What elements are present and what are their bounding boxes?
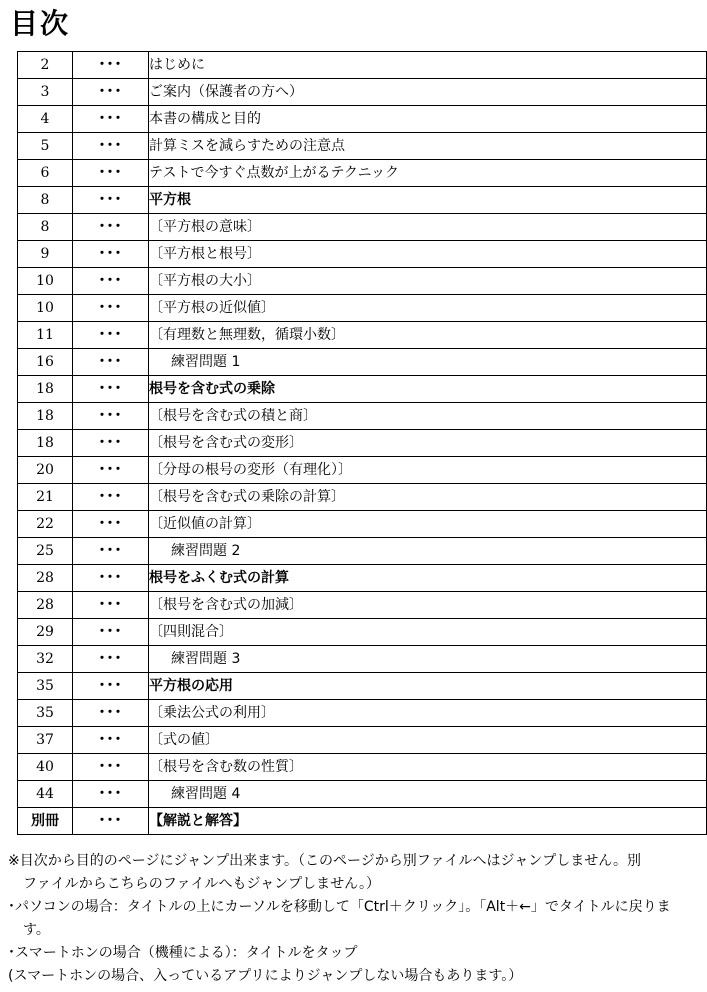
toc-row[interactable] [18,322,707,349]
toc-page-number: 28 [18,565,73,592]
note-pc: ･パソコンの場合：タイトルの上にカーソルを移動して「Ctrl＋クリック」。「Alt＋←」でタイトルに戻りま [8,899,671,915]
toc-leader-dots: ･･･ [73,511,149,538]
toc-leader-dots: ･･･ [73,160,149,187]
toc-entry-link[interactable]: テストで今すぐ点数が上がるテクニック [149,160,707,187]
note-jump: ※目次から目的のページにジャンプ出来ます。（このページから別ファイルへはジャンプしません。別 [8,853,642,869]
toc-row[interactable] [18,511,707,538]
toc-leader-dots: ･･･ [73,781,149,808]
toc-row[interactable] [18,187,707,214]
toc-row[interactable] [18,106,707,133]
toc-leader-dots: ･･･ [73,754,149,781]
toc-page-number: 35 [18,673,73,700]
toc-leader-dots: ･･･ [73,700,149,727]
toc-page-number: 22 [18,511,73,538]
toc-leader-dots: ･･･ [73,727,149,754]
toc-leader-dots: ･･･ [73,52,149,79]
toc-entry-link[interactable]: 〔式の値〕 [149,727,707,754]
toc-row[interactable] [18,457,707,484]
toc-leader-dots: ･･･ [73,133,149,160]
toc-row[interactable] [18,349,707,376]
toc-entry-link[interactable]: ご案内（保護者の方へ） [149,79,707,106]
toc-page-number: 9 [18,241,73,268]
toc-page-number: 29 [18,619,73,646]
toc-leader-dots: ･･･ [73,214,149,241]
toc-row[interactable] [18,79,707,106]
toc-row[interactable] [18,700,707,727]
toc-entry-link[interactable]: はじめに [149,52,707,79]
toc-row[interactable] [18,484,707,511]
toc-row[interactable] [18,241,707,268]
toc-page-number: 6 [18,160,73,187]
toc-entry-link[interactable]: 練習問題 3 [149,646,707,673]
note-jump-continued: ファイルからこちらのファイルへもジャンプしません。） [23,876,380,892]
toc-page-number: 40 [18,754,73,781]
toc-entry-link[interactable]: 根号を含む式の乗除 [149,376,707,403]
page-title: 目次 [10,7,71,40]
toc-page-number: 18 [18,430,73,457]
toc-row[interactable] [18,619,707,646]
toc-page-number: 18 [18,403,73,430]
toc-row[interactable] [18,403,707,430]
toc-row[interactable] [18,592,707,619]
toc-entry-link[interactable]: 根号をふくむ式の計算 [149,565,707,592]
toc-entry-link[interactable]: 練習問題 4 [149,781,707,808]
toc-leader-dots: ･･･ [73,376,149,403]
toc-row[interactable] [18,538,707,565]
toc-leader-dots: ･･･ [73,538,149,565]
toc-page-number: 18 [18,376,73,403]
toc-entry-link[interactable]: 〔近似値の計算〕 [149,511,707,538]
toc-entry-link[interactable]: 平方根 [149,187,707,214]
toc-leader-dots: ･･･ [73,79,149,106]
toc-entry-link[interactable]: 計算ミスを減らすための注意点 [149,133,707,160]
toc-entry-link[interactable]: 平方根の応用 [149,673,707,700]
toc-leader-dots: ･･･ [73,268,149,295]
toc-page-number: 35 [18,700,73,727]
toc-row[interactable] [18,376,707,403]
toc-table [17,51,707,835]
toc-page-number: 10 [18,268,73,295]
toc-leader-dots: ･･･ [73,322,149,349]
toc-leader-dots: ･･･ [73,295,149,322]
toc-leader-dots: ･･･ [73,241,149,268]
toc-row[interactable] [18,754,707,781]
toc-page-number: 3 [18,79,73,106]
toc-entry-link[interactable]: 〔四則混合〕 [149,619,707,646]
toc-page-number: 16 [18,349,73,376]
toc-entry-link[interactable]: 〔根号を含む式の加減〕 [149,592,707,619]
toc-entry-link[interactable]: 練習問題 2 [149,538,707,565]
toc-entry-link[interactable]: 〔根号を含む式の乗除の計算〕 [149,484,707,511]
toc-page-number: 28 [18,592,73,619]
toc-body [18,52,707,835]
toc-page-number: 別冊 [18,808,73,835]
toc-leader-dots: ･･･ [73,808,149,835]
toc-page-number: 44 [18,781,73,808]
toc-entry-link[interactable]: 〔根号を含む式の積と商〕 [149,403,707,430]
toc-entry-link[interactable]: 〔平方根と根号〕 [149,241,707,268]
toc-page-number: 5 [18,133,73,160]
toc-page-number: 2 [18,52,73,79]
toc-row[interactable] [18,52,707,79]
toc-leader-dots: ･･･ [73,430,149,457]
note-pc-continued: す。 [23,922,50,938]
toc-leader-dots: ･･･ [73,349,149,376]
note-smartphone-apps: (スマートホンの場合、入っているアプリによりジャンプしない場合もあります。） [8,968,523,984]
toc-page-number: 8 [18,187,73,214]
toc-entry-link[interactable]: 〔有理数と無理数，循環小数〕 [149,322,707,349]
toc-entry-link[interactable]: 〔平方根の大小〕 [149,268,707,295]
toc-entry-link[interactable]: 〔分母の根号の変形（有理化）〕 [149,457,707,484]
toc-page-number: 11 [18,322,73,349]
toc-page-number: 10 [18,295,73,322]
toc-leader-dots: ･･･ [73,187,149,214]
toc-page-number: 20 [18,457,73,484]
toc-row[interactable] [18,646,707,673]
toc-entry-link[interactable]: 〔平方根の意味〕 [149,214,707,241]
toc-row[interactable] [18,160,707,187]
toc-page-number: 37 [18,727,73,754]
toc-entry-link[interactable]: 〔根号を含む数の性質〕 [149,754,707,781]
toc-entry-link[interactable]: 本書の構成と目的 [149,106,707,133]
toc-row[interactable] [18,781,707,808]
toc-row[interactable] [18,430,707,457]
toc-entry-link[interactable]: 【解説と解答】 [149,808,707,835]
usage-notes [8,850,700,988]
toc-row[interactable] [18,133,707,160]
toc-row[interactable] [18,727,707,754]
toc-leader-dots: ･･･ [73,619,149,646]
note-smartphone: ･スマートホンの場合（機種による）：タイトルをタップ [8,945,358,961]
toc-page-number: 4 [18,106,73,133]
toc-page-number: 21 [18,484,73,511]
toc-row[interactable] [18,673,707,700]
toc-page-number: 25 [18,538,73,565]
toc-row[interactable] [18,268,707,295]
toc-entry-link[interactable]: 〔平方根の近似値〕 [149,295,707,322]
toc-entry-link[interactable]: 〔乗法公式の利用〕 [149,700,707,727]
toc-leader-dots: ･･･ [73,673,149,700]
toc-leader-dots: ･･･ [73,646,149,673]
toc-page-number: 8 [18,214,73,241]
toc-entry-link[interactable]: 練習問題 1 [149,349,707,376]
toc-page-number: 32 [18,646,73,673]
toc-leader-dots: ･･･ [73,457,149,484]
toc-leader-dots: ･･･ [73,484,149,511]
toc-leader-dots: ･･･ [73,106,149,133]
toc-leader-dots: ･･･ [73,592,149,619]
toc-row[interactable] [18,565,707,592]
toc-leader-dots: ･･･ [73,403,149,430]
toc-entry-link[interactable]: 〔根号を含む式の変形〕 [149,430,707,457]
toc-leader-dots: ･･･ [73,565,149,592]
toc-row[interactable] [18,295,707,322]
toc-row[interactable] [18,214,707,241]
toc-row[interactable] [18,808,707,835]
